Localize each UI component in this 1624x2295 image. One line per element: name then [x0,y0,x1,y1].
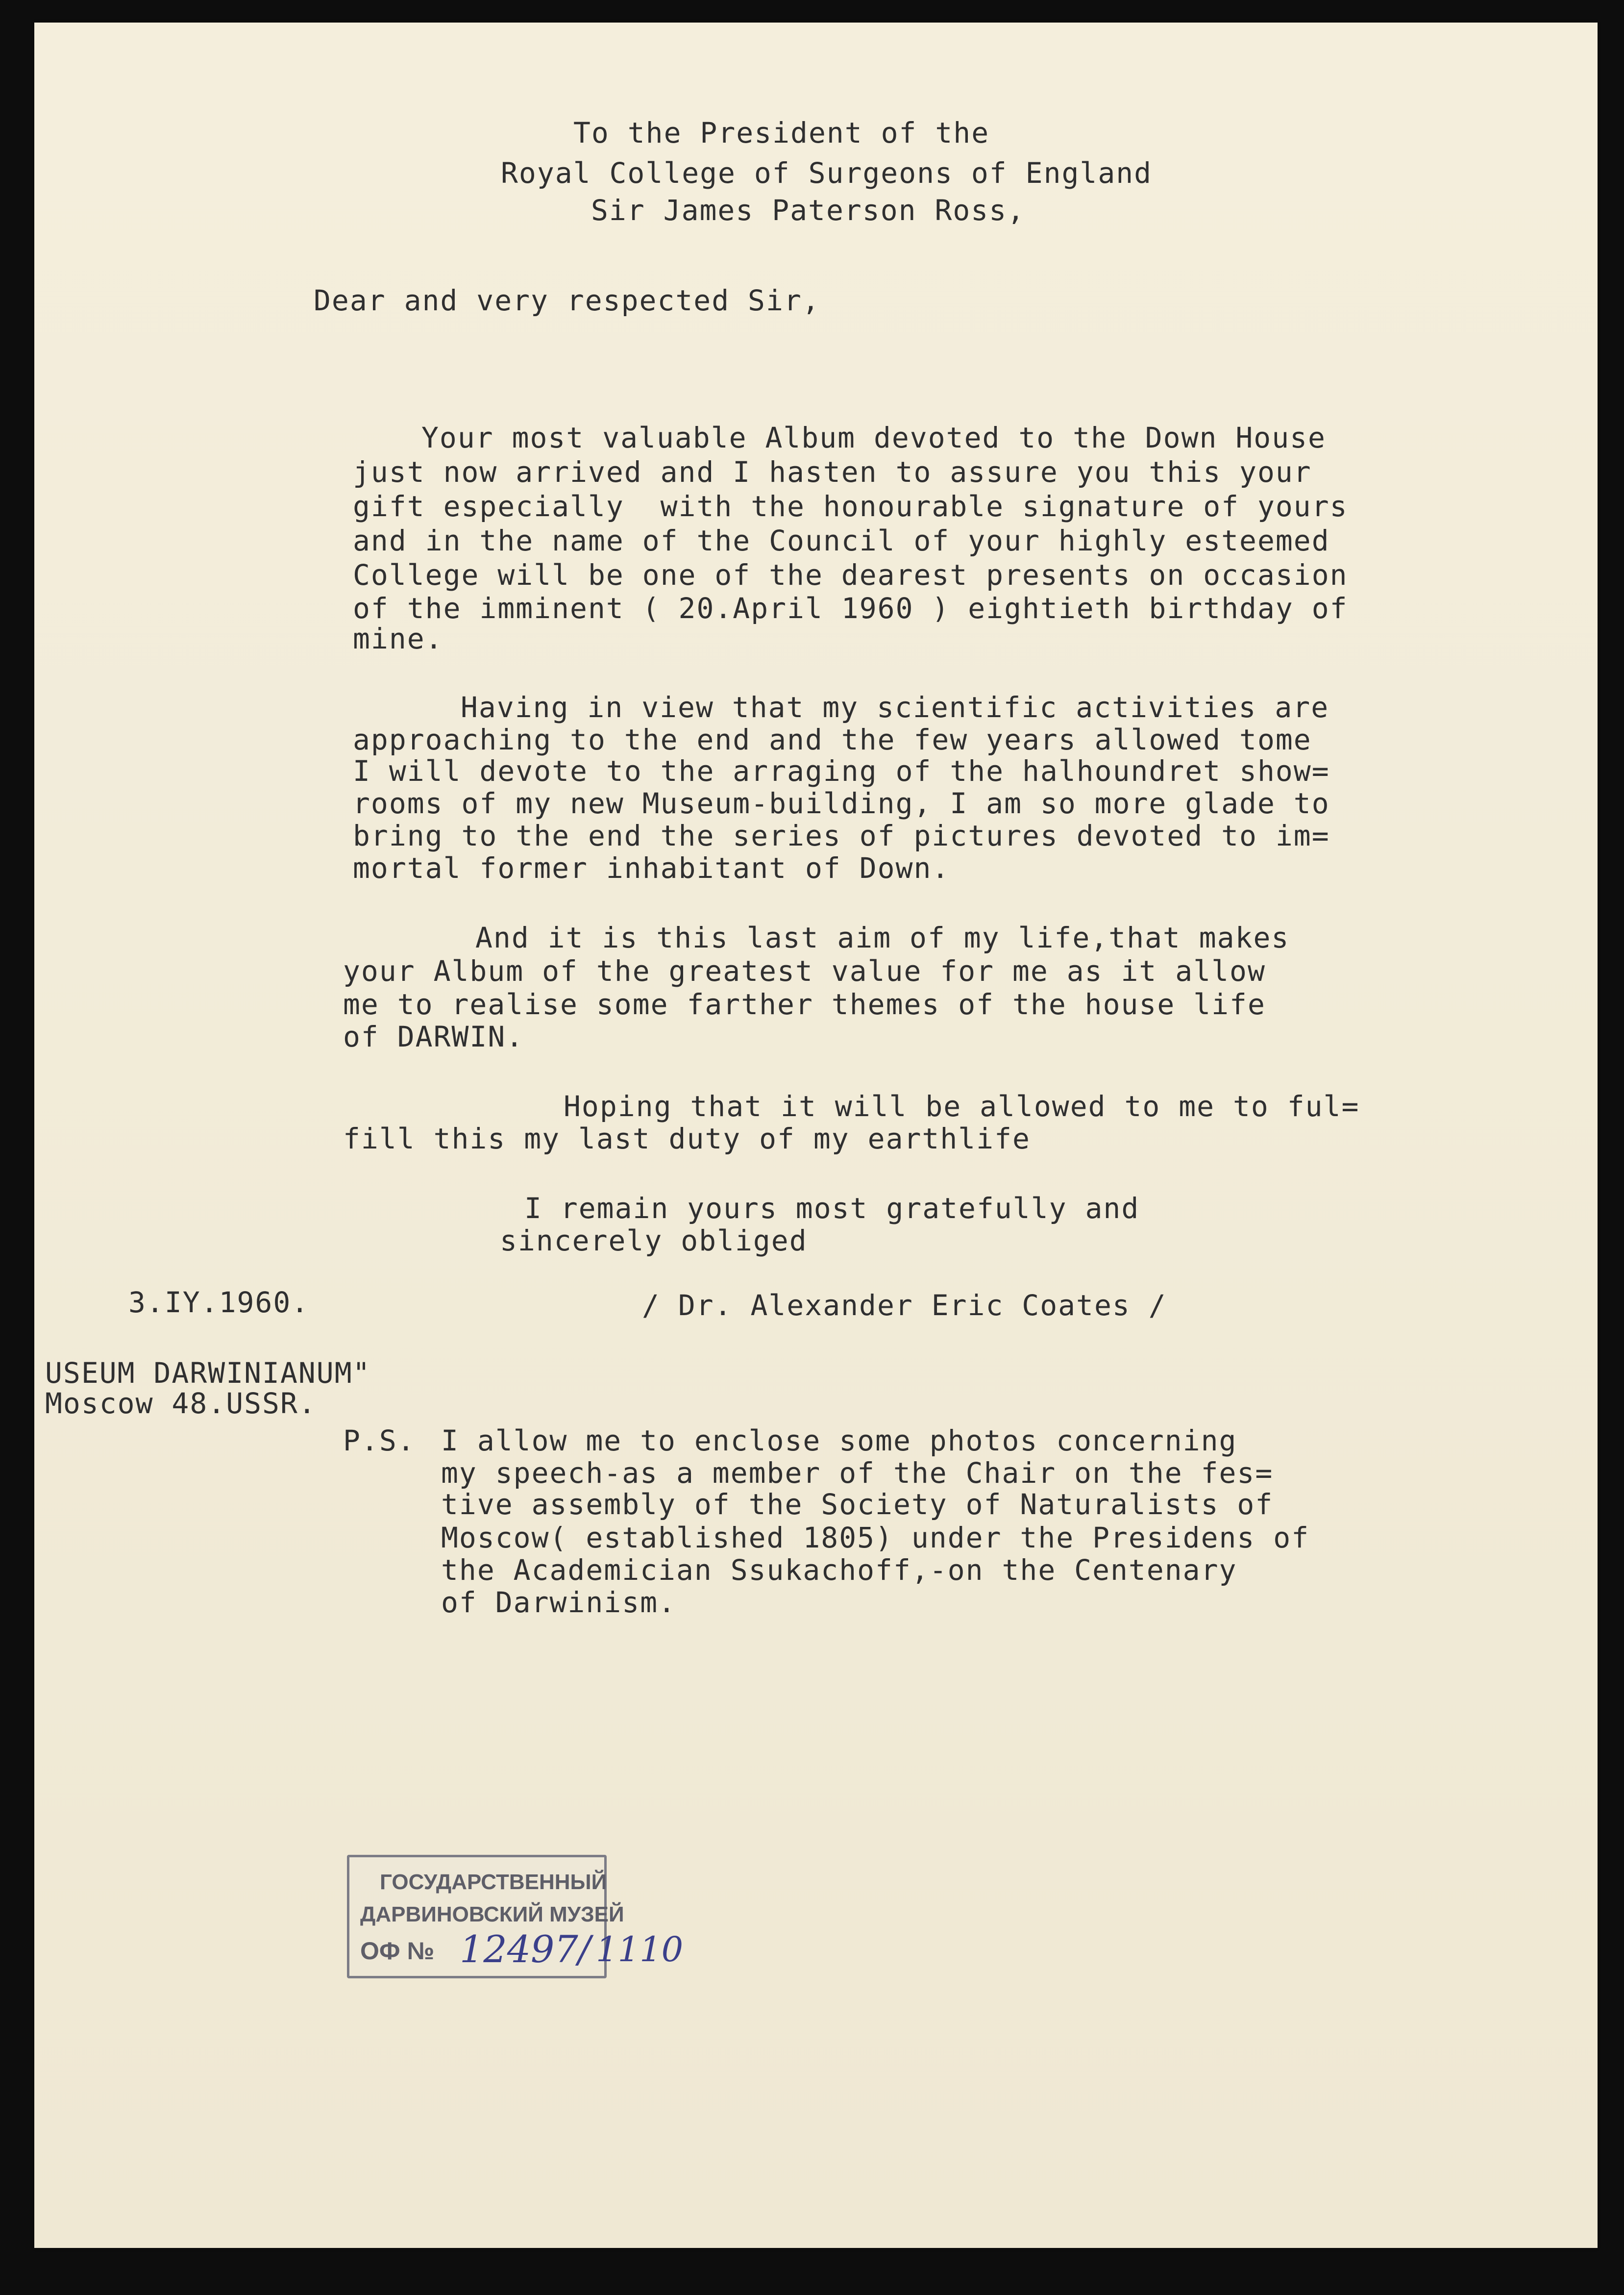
p1-line-2: just now arrived and I hasten to assure you this your [353,455,1312,489]
ps-line-1: I allow me to enclose some photos concerning [441,1424,1237,1457]
p1-line-5: College will be one of the dearest presents on occasion [353,558,1348,592]
p4-line-1: Hoping that it will be allowed to me to ful= [564,1090,1360,1123]
museum-name: USEUM DARWINIANUM" [45,1356,371,1390]
stamp-line-1: ГОСУДАРСТВЕННЫЙ [380,1870,607,1894]
stamp-handwritten-suffix: 1110 [596,1929,684,1970]
p2-line-2: approaching to the end and the few years allowed tome [353,723,1312,756]
ps-line-2: my speech-as a member of the Chair on the fes= [441,1456,1274,1490]
p1-line-7: mine. [353,622,443,655]
p2-line-1: Having in view that my scientific activities are [461,691,1329,724]
ps-line-4: Moscow( established 1805) under the Presidens of [441,1521,1310,1554]
p2-line-6: mortal former inhabitant of Down. [353,851,950,885]
stamp-line-2: ДАРВИНОВСКИЙ МУЗЕЙ [360,1902,624,1926]
ps-label: P.S. [343,1424,416,1457]
p3-line-1: And it is this last aim of my life,that makes [475,921,1290,954]
address-line-3: Sir James Paterson Ross, [591,194,1026,227]
p2-line-4: rooms of my new Museum-building, I am so more glade to [353,787,1330,820]
p2-line-3: I will devote to the arraging of the halhoundret show= [353,754,1330,788]
salutation: Dear and very respected Sir, [314,284,820,317]
museum-city: Moscow 48.USSR. [45,1387,317,1420]
closing-line-1: I remain yours most gratefully and [524,1192,1140,1225]
p1-line-3: gift especially with the honourable signature of yours [353,490,1348,523]
p4-line-2: fill this my last duty of my earthlife [343,1122,1031,1155]
p1-line-1: Your most valuable Album devoted to the Down House [421,421,1326,454]
stamp-handwritten-number: 12497/ [460,1927,591,1971]
address-line-2: Royal College of Surgeons of England [501,156,1153,190]
ps-line-6: of Darwinism. [441,1586,676,1619]
p1-line-4: and in the name of the Council of your highly esteemed [353,524,1330,557]
p1-line-6: of the imminent ( 20.April 1960 ) eightieth birthday of [353,592,1348,625]
closing-line-2: sincerely obliged [500,1224,808,1257]
signature-line: / Dr. Alexander Eric Coates / [642,1289,1167,1322]
p3-line-2: your Album of the greatest value for me as it allow [343,954,1266,988]
p3-line-3: me to realise some farther themes of the house life [343,988,1266,1021]
p3-line-4: of DARWIN. [343,1020,524,1053]
stamp-line-3: ОФ № [360,1937,435,1965]
ps-line-3: tive assembly of the Society of Naturalists of [441,1488,1274,1521]
p2-line-5: bring to the end the series of pictures devoted to im= [353,819,1330,852]
ps-line-5: the Academician Ssukachoff,-on the Centenary [441,1553,1237,1587]
letter-date: 3.IY.1960. [128,1286,310,1319]
address-line-1: To the President of the [573,116,990,150]
